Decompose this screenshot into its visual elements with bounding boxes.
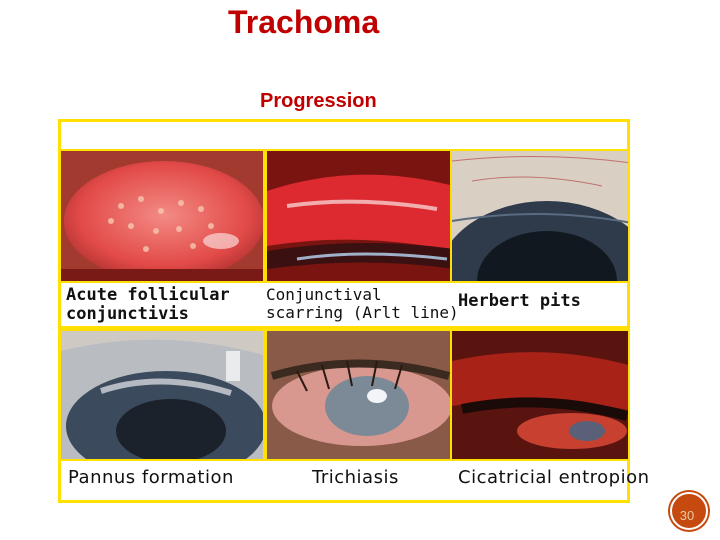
label-cicatricial-entropion: Cicatricial entropion: [458, 467, 650, 488]
label-conjunctival-scarring-line2: scarring (Arlt line): [266, 303, 459, 322]
label-acute-follicular-conjunctivis: Acute follicular conjunctivis: [66, 285, 230, 324]
photo-trichiasis: [265, 329, 452, 461]
label-conjunctival-scarring-line1: Conjunctival: [266, 285, 382, 304]
label-pannus-formation: Pannus formation: [68, 467, 234, 488]
label-trichiasis: Trichiasis: [312, 467, 399, 488]
slide-title: Trachoma: [228, 4, 380, 40]
photo-cicatricial-entropion: [450, 329, 630, 461]
photo-conjunctival-scarring: [265, 149, 452, 283]
photo-herbert-pits: [450, 149, 630, 283]
photo-acute-follicular-conjunctivitis: [59, 149, 265, 283]
photo-pannus-formation: [59, 329, 265, 461]
page-number: 30: [679, 508, 695, 523]
label-herbert-pits: Herbert pits: [458, 291, 581, 311]
slide-subtitle: Progression: [260, 90, 377, 112]
